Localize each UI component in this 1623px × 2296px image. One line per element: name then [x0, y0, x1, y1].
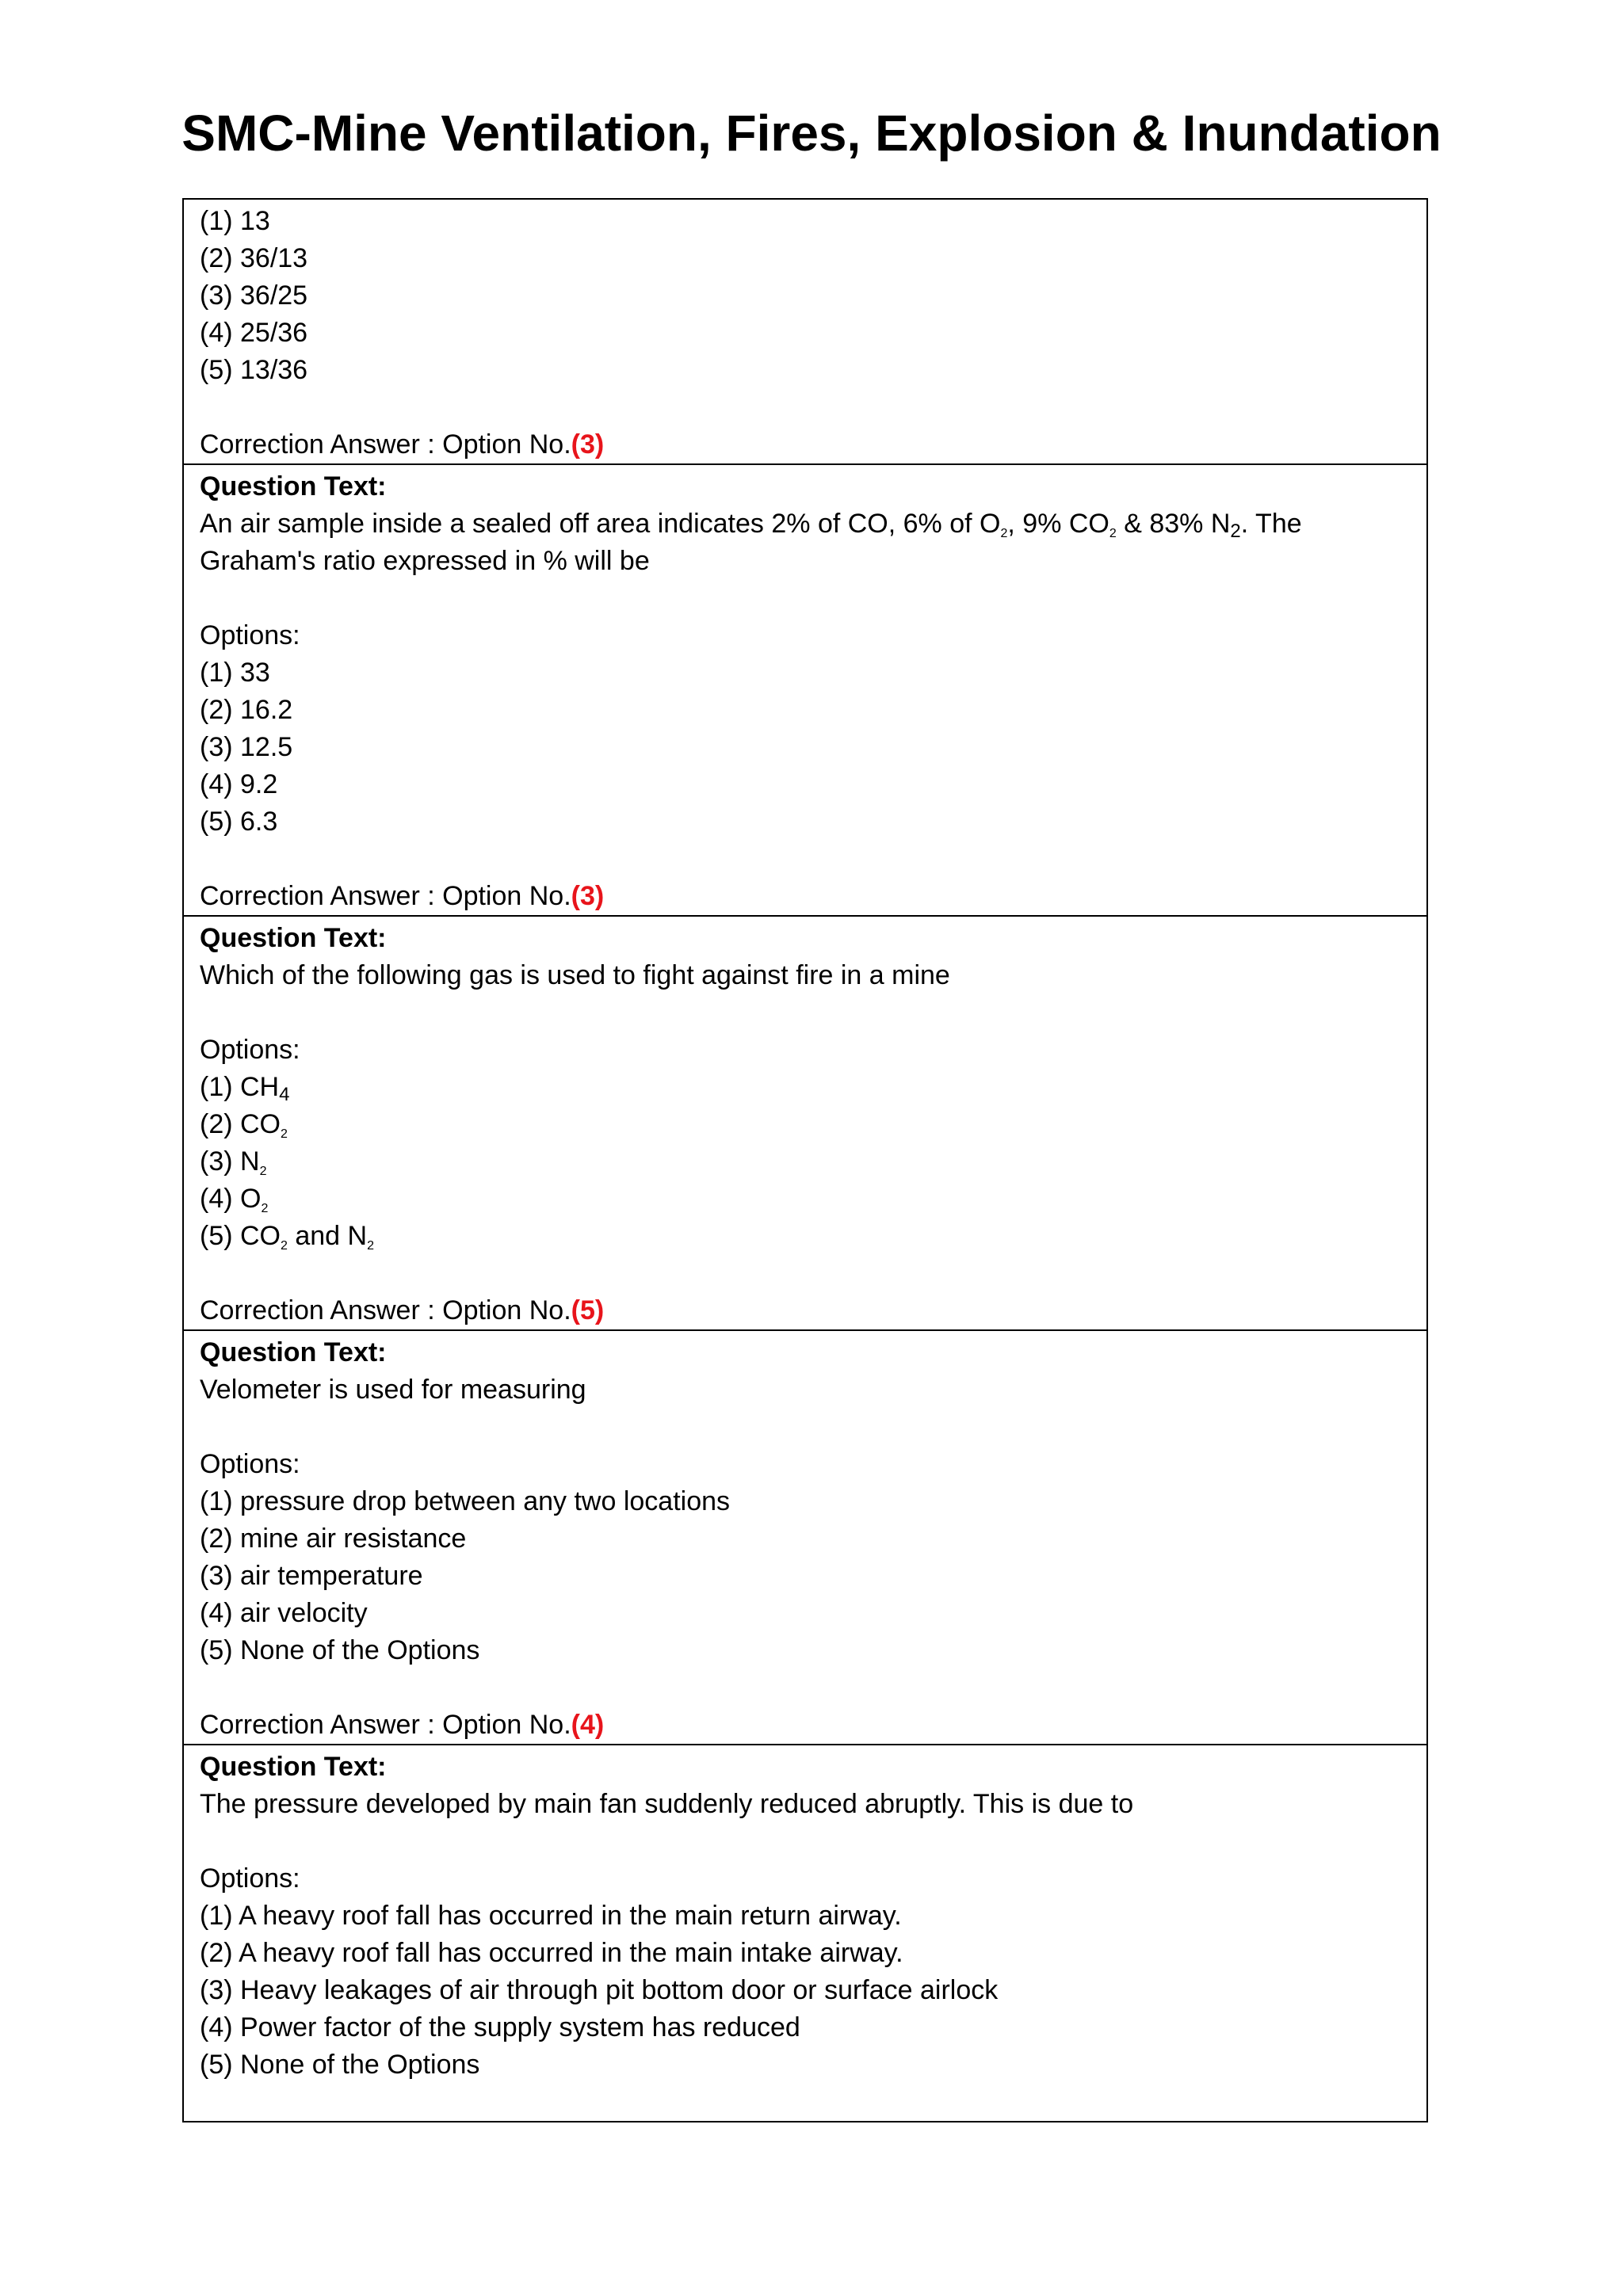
question-label: Question Text: — [200, 923, 387, 953]
answer-prefix: Correction Answer : Option No. — [200, 429, 571, 460]
question-block — [184, 465, 1426, 917]
correct-answer-line — [200, 1707, 1411, 1744]
option-line: (2) 36/13 — [200, 243, 308, 273]
question-label: Question Text: — [200, 1752, 387, 1782]
question-text: Velometer is used for measuring — [200, 1375, 586, 1405]
option-line: (1) CH4 — [200, 1072, 290, 1105]
question-block — [184, 200, 1426, 465]
option-line: (5) None of the Options — [200, 2050, 480, 2080]
answer-number: (4) — [571, 1710, 605, 1740]
correct-answer-line — [200, 1292, 1411, 1329]
option-line: (4) $O_2$ — [200, 1184, 269, 1215]
question-label: Question Text: — [200, 1337, 387, 1367]
option-line: (4) 25/36 — [200, 318, 308, 348]
question-text: The pressure developed by main fan suddenly reduced abruptly. This is due to — [200, 1789, 1134, 1819]
option-line: (1) pressure drop between any two locations — [200, 1486, 731, 1516]
option-line: (2) 16.2 — [200, 695, 293, 725]
option-line: (5) $CO_2$ and $N_2$ — [200, 1221, 374, 1253]
option-line: (4) Power factor of the supply system has reduced — [200, 2012, 800, 2042]
option-line: (3) Heavy leakages of air through pit bottom door or surface airlock — [200, 1975, 999, 2005]
options-label: Options: — [200, 1863, 300, 1894]
options-label: Options: — [200, 1035, 300, 1065]
option-line: (3) 12.5 — [200, 732, 293, 762]
option-line: (5) None of the Options — [200, 1635, 480, 1665]
question-block — [184, 1745, 1426, 2121]
option-line: (2) A heavy roof fall has occurred in the main intake airway. — [200, 1938, 903, 1968]
option-line: (3) air temperature — [200, 1561, 423, 1591]
answer-number: (3) — [571, 881, 605, 911]
answer-prefix: Correction Answer : Option No. — [200, 1710, 571, 1740]
correct-answer-line — [200, 426, 1411, 463]
option-line: (2) $CO_2$ — [200, 1109, 288, 1141]
question-text: An air sample inside a sealed off area indicates 2% of CO, 6% of $O_2$, 9% $CO_2$ & 83% N2. The Graham's ratio expressed in % will be — [200, 509, 1302, 576]
option-line: (4) 9.2 — [200, 769, 278, 799]
answer-prefix: Correction Answer : Option No. — [200, 881, 571, 911]
question-block — [184, 917, 1426, 1331]
answer-number: (5) — [571, 1295, 605, 1325]
option-line: (3) $N_2$ — [200, 1146, 267, 1178]
option-line: (5) 6.3 — [200, 807, 278, 837]
question-table — [182, 198, 1428, 2122]
option-line: (2) mine air resistance — [200, 1524, 467, 1554]
answer-number: (3) — [571, 429, 605, 460]
question-label: Question Text: — [200, 471, 387, 502]
document-title: SMC-Mine Ventilation, Fires, Explosion & Inundation — [181, 105, 1442, 162]
option-line: (1) 13 — [200, 206, 270, 236]
option-line: (4) air velocity — [200, 1598, 368, 1628]
answer-prefix: Correction Answer : Option No. — [200, 1295, 571, 1325]
option-line: (1) 33 — [200, 658, 270, 688]
question-block — [184, 1331, 1426, 1745]
option-line: (3) 36/25 — [200, 280, 308, 311]
option-line: (5) 13/36 — [200, 355, 308, 385]
question-text: Which of the following gas is used to fight against fire in a mine — [200, 960, 950, 990]
options-label: Options: — [200, 620, 300, 650]
correct-answer-line — [200, 878, 1411, 915]
options-label: Options: — [200, 1449, 300, 1479]
option-line: (1) A heavy roof fall has occurred in the main return airway. — [200, 1901, 902, 1931]
